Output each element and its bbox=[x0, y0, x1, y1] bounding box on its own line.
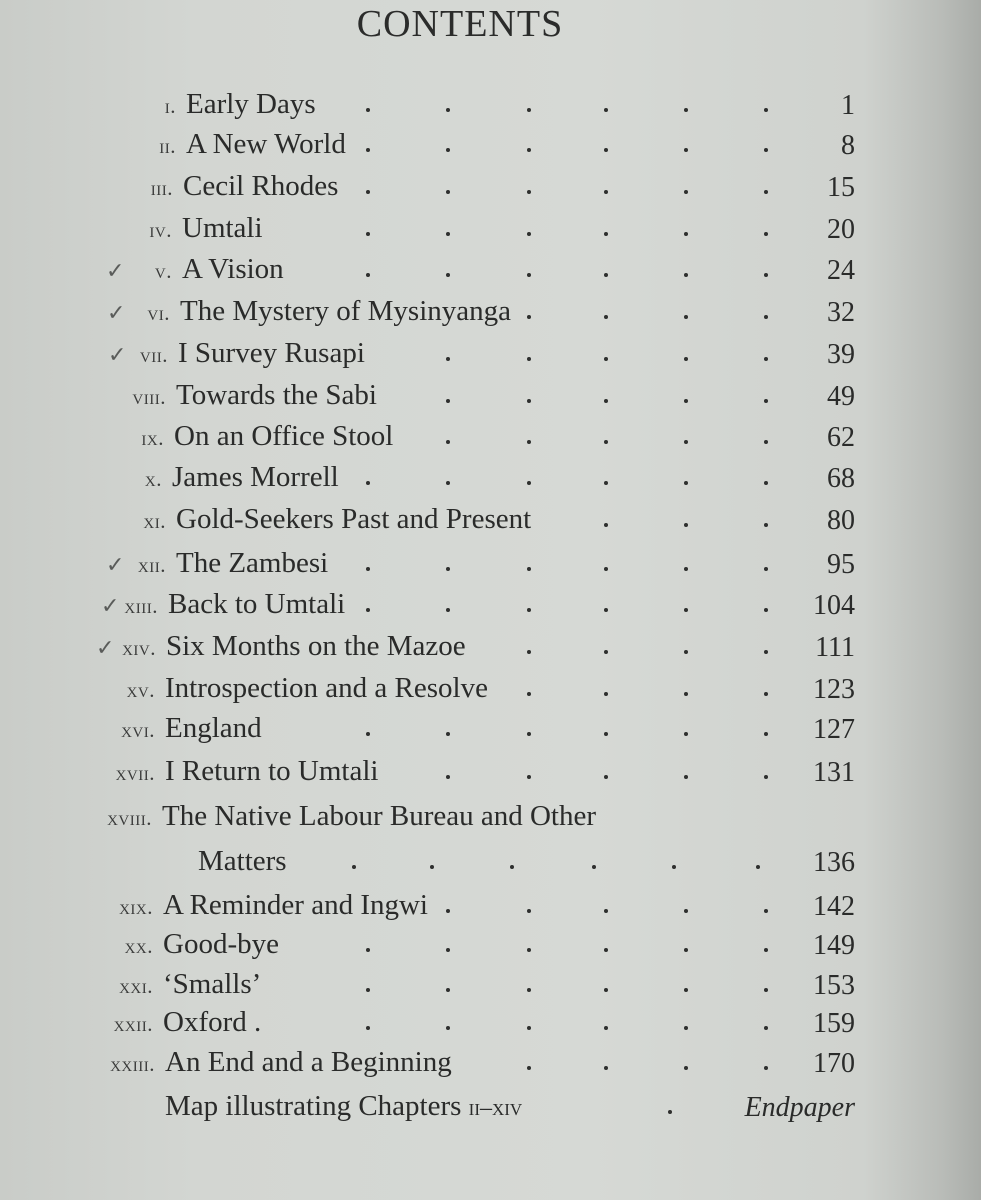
chapter-numeral-wrap bbox=[0, 934, 153, 968]
leader-dot bbox=[604, 909, 608, 913]
page-number: 111 bbox=[815, 632, 855, 663]
leader-dot bbox=[684, 232, 688, 236]
chapter-numeral: xix. bbox=[119, 895, 153, 919]
leader-dot bbox=[366, 948, 370, 952]
leader-dot bbox=[684, 988, 688, 992]
leader-dot bbox=[764, 567, 768, 571]
chapter-numeral: xxii. bbox=[113, 1012, 153, 1036]
toc-entry[interactable] bbox=[0, 712, 981, 752]
leader-dot bbox=[604, 440, 608, 444]
leader-dot bbox=[764, 732, 768, 736]
leader-dot bbox=[604, 692, 608, 696]
page-number: 131 bbox=[813, 757, 855, 788]
leader-dot bbox=[446, 440, 450, 444]
leader-dot bbox=[446, 775, 450, 779]
chapter-numeral-wrap bbox=[0, 678, 155, 712]
leader-dot bbox=[510, 865, 514, 869]
page-number: 39 bbox=[827, 339, 855, 370]
leader-dot bbox=[446, 608, 450, 612]
leader-dot bbox=[527, 440, 531, 444]
leader-dot bbox=[527, 232, 531, 236]
page-number: 49 bbox=[827, 381, 855, 412]
page-number: 1 bbox=[841, 90, 855, 121]
page-number: 142 bbox=[813, 891, 855, 922]
leader-dot bbox=[366, 567, 370, 571]
leader-dot bbox=[604, 108, 608, 112]
leader-dot bbox=[366, 732, 370, 736]
chapter-numeral: vii. bbox=[139, 343, 168, 367]
toc-entry-continuation[interactable] bbox=[0, 845, 981, 885]
leader-dot bbox=[764, 1066, 768, 1070]
leader-dot bbox=[668, 1110, 672, 1114]
chapter-numeral-wrap bbox=[0, 385, 166, 419]
chapter-title[interactable]: I Survey Rusapi bbox=[178, 337, 365, 369]
chapter-numeral-wrap bbox=[0, 553, 166, 587]
leader-dot bbox=[764, 909, 768, 913]
leader-dot bbox=[446, 399, 450, 403]
toc-entry[interactable] bbox=[0, 88, 981, 128]
leader-dot bbox=[527, 1066, 531, 1070]
chapter-numeral-wrap bbox=[0, 1012, 153, 1046]
leader-dot bbox=[684, 1026, 688, 1030]
leader-dot bbox=[684, 399, 688, 403]
leader-dot bbox=[527, 357, 531, 361]
leader-dot bbox=[527, 775, 531, 779]
leader-dot bbox=[430, 865, 434, 869]
page-title: CONTENTS bbox=[356, 3, 564, 45]
chapter-numeral: xvii. bbox=[115, 761, 155, 785]
leader-dot bbox=[764, 440, 768, 444]
leader-dot bbox=[527, 732, 531, 736]
chapter-numeral: iv. bbox=[149, 218, 172, 242]
chapter-title[interactable]: The Zambesi bbox=[176, 547, 329, 579]
chapter-numeral: xiii. bbox=[124, 594, 158, 618]
leader-dot bbox=[684, 357, 688, 361]
leader-dot bbox=[764, 315, 768, 319]
chapter-numeral: xv. bbox=[126, 678, 155, 702]
leader-dot bbox=[446, 232, 450, 236]
leader-dot bbox=[592, 865, 596, 869]
chapter-numeral-wrap bbox=[0, 426, 164, 460]
chapter-numeral: xxi. bbox=[119, 974, 153, 998]
leader-dot bbox=[764, 1026, 768, 1030]
leader-dot bbox=[604, 608, 608, 612]
leader-dot bbox=[764, 948, 768, 952]
map-entry-label: Map illustrating Chapters bbox=[165, 1090, 469, 1122]
leader-dot bbox=[446, 567, 450, 571]
chapter-title[interactable]: A Vision bbox=[182, 253, 284, 285]
leader-dot bbox=[764, 273, 768, 277]
leader-dot bbox=[527, 608, 531, 612]
leader-dot bbox=[764, 523, 768, 527]
leader-dot bbox=[764, 357, 768, 361]
leader-dot bbox=[764, 148, 768, 152]
pencil-check-icon: ✓ bbox=[106, 259, 125, 284]
chapter-numeral: viii. bbox=[132, 385, 166, 409]
toc-entry[interactable] bbox=[0, 755, 981, 795]
chapter-numeral-wrap bbox=[0, 1052, 155, 1086]
pencil-check-icon: ✓ bbox=[108, 343, 127, 368]
page-number: 149 bbox=[813, 930, 855, 961]
chapter-numeral: xii. bbox=[137, 553, 166, 577]
leader-dot bbox=[684, 148, 688, 152]
leader-dot bbox=[684, 732, 688, 736]
page-number: 95 bbox=[827, 549, 855, 580]
toc-entry[interactable] bbox=[0, 170, 981, 210]
toc-entry[interactable] bbox=[0, 128, 981, 168]
chapter-numeral-wrap bbox=[0, 761, 155, 795]
page-number: 127 bbox=[813, 714, 855, 745]
leader-dot bbox=[756, 865, 760, 869]
leader-dot bbox=[684, 108, 688, 112]
chapter-numeral-wrap bbox=[0, 176, 173, 210]
toc-entry[interactable] bbox=[0, 212, 981, 252]
page-number: 159 bbox=[813, 1008, 855, 1039]
leader-dot bbox=[684, 523, 688, 527]
chapter-title[interactable]: The Mystery of Mysinyanga bbox=[180, 295, 512, 327]
leader-dot bbox=[527, 567, 531, 571]
leader-dot bbox=[672, 865, 676, 869]
leader-dot bbox=[604, 399, 608, 403]
leader-dot bbox=[764, 190, 768, 194]
leader-dot bbox=[527, 1026, 531, 1030]
leader-dot bbox=[604, 523, 608, 527]
chapter-title[interactable]: I Return to Umtali bbox=[165, 755, 379, 787]
leader-dot bbox=[527, 315, 531, 319]
leader-dot bbox=[527, 108, 531, 112]
chapter-numeral-wrap bbox=[0, 594, 158, 628]
leader-dot bbox=[604, 481, 608, 485]
chapter-numeral-wrap bbox=[0, 301, 170, 335]
leader-dot bbox=[366, 481, 370, 485]
chapter-numeral: xviii. bbox=[107, 806, 152, 830]
chapter-title[interactable]: Umtali bbox=[182, 212, 263, 244]
leader-dot bbox=[527, 988, 531, 992]
page-number: 8 bbox=[841, 130, 855, 161]
leader-dot bbox=[604, 567, 608, 571]
chapter-title[interactable]: A New World bbox=[186, 128, 346, 160]
chapter-title[interactable]: A Reminder and Ingwi bbox=[163, 889, 428, 921]
leader-dot bbox=[446, 1026, 450, 1030]
toc-entry[interactable] bbox=[0, 630, 981, 670]
chapter-numeral-wrap bbox=[0, 343, 168, 377]
chapter-title[interactable]: Cecil Rhodes bbox=[183, 170, 339, 202]
leader-dot bbox=[366, 190, 370, 194]
leader-dot bbox=[366, 232, 370, 236]
page-number: 68 bbox=[827, 463, 855, 494]
leader-dot bbox=[764, 988, 768, 992]
leader-dot bbox=[684, 1066, 688, 1070]
leader-dot bbox=[527, 190, 531, 194]
leader-dot bbox=[684, 948, 688, 952]
leader-dot bbox=[684, 650, 688, 654]
leader-dot bbox=[764, 608, 768, 612]
chapter-numeral-wrap bbox=[0, 467, 162, 501]
chapter-numeral: xvi. bbox=[121, 718, 155, 742]
leader-dot bbox=[684, 909, 688, 913]
leader-dot bbox=[604, 315, 608, 319]
toc-entry[interactable] bbox=[0, 1006, 981, 1046]
chapter-title[interactable]: On an Office Stool bbox=[174, 420, 394, 452]
page-number: 123 bbox=[813, 674, 855, 705]
chapter-title-continuation[interactable]: Matters bbox=[198, 845, 287, 877]
chapter-numeral: x. bbox=[144, 467, 162, 491]
leader-dot bbox=[366, 273, 370, 277]
leader-dot bbox=[764, 232, 768, 236]
pencil-check-icon: ✓ bbox=[101, 594, 120, 619]
toc-entry[interactable] bbox=[0, 928, 981, 968]
leader-dot bbox=[604, 948, 608, 952]
chapter-numeral: i. bbox=[164, 94, 176, 118]
page-number: 24 bbox=[827, 255, 855, 286]
toc-entry[interactable] bbox=[0, 889, 981, 929]
leader-dot bbox=[446, 948, 450, 952]
leader-dot bbox=[366, 608, 370, 612]
leader-dot bbox=[604, 1066, 608, 1070]
page-number: 15 bbox=[827, 172, 855, 203]
leader-dot bbox=[604, 190, 608, 194]
chapter-numeral-wrap bbox=[0, 94, 176, 128]
chapter-numeral-wrap bbox=[0, 509, 166, 543]
page-number: 170 bbox=[813, 1048, 855, 1079]
chapter-title[interactable]: Early Days bbox=[186, 88, 316, 120]
toc-entry[interactable] bbox=[0, 420, 981, 460]
leader-dot bbox=[684, 440, 688, 444]
toc-entry[interactable] bbox=[0, 503, 981, 543]
chapter-title[interactable]: Good-bye bbox=[163, 928, 279, 960]
leader-dot bbox=[604, 148, 608, 152]
leader-dot bbox=[446, 108, 450, 112]
pencil-check-icon: ✓ bbox=[107, 301, 126, 326]
chapter-numeral-wrap bbox=[0, 974, 153, 1008]
toc-entry[interactable] bbox=[0, 672, 981, 712]
leader-dot bbox=[604, 1026, 608, 1030]
leader-dot bbox=[527, 650, 531, 654]
chapter-title[interactable]: The Native Labour Bureau and Other bbox=[162, 800, 597, 832]
pencil-check-icon: ✓ bbox=[106, 553, 125, 578]
chapter-numeral-wrap bbox=[0, 895, 153, 929]
chapter-title[interactable]: Six Months on the Mazoe bbox=[166, 630, 466, 662]
chapter-numeral: iii. bbox=[150, 176, 173, 200]
leader-dot bbox=[604, 775, 608, 779]
chapter-title[interactable]: Oxford . bbox=[163, 1006, 262, 1038]
map-page-reference: Endpaper bbox=[744, 1092, 855, 1123]
chapter-numeral: xi. bbox=[143, 509, 166, 533]
chapter-numeral-wrap bbox=[0, 218, 172, 252]
leader-dot bbox=[446, 481, 450, 485]
chapter-title[interactable]: England bbox=[165, 712, 262, 744]
leader-dot bbox=[684, 692, 688, 696]
page-number: 104 bbox=[813, 590, 855, 621]
chapter-numeral-wrap bbox=[0, 134, 176, 168]
leader-dot bbox=[446, 909, 450, 913]
leader-dot bbox=[352, 865, 356, 869]
leader-dot bbox=[527, 692, 531, 696]
chapter-numeral: xxiii. bbox=[110, 1052, 155, 1076]
chapter-numeral-wrap bbox=[0, 259, 172, 293]
page-number: 32 bbox=[827, 297, 855, 328]
toc-entry[interactable] bbox=[0, 295, 981, 335]
map-chapter-range: ii–xiv bbox=[468, 1095, 523, 1121]
toc-entry[interactable] bbox=[0, 379, 981, 419]
chapter-numeral: vi. bbox=[147, 301, 170, 325]
leader-dot bbox=[684, 481, 688, 485]
page-number: 62 bbox=[827, 422, 855, 453]
toc-entry[interactable] bbox=[0, 968, 981, 1008]
toc-entry[interactable] bbox=[0, 461, 981, 501]
chapter-title[interactable]: Gold-Seekers Past and Present bbox=[176, 503, 532, 535]
leader-dot bbox=[527, 273, 531, 277]
page-number: 80 bbox=[827, 505, 855, 536]
leader-dot bbox=[366, 108, 370, 112]
leader-dot bbox=[764, 775, 768, 779]
leader-dot bbox=[764, 399, 768, 403]
leader-dot bbox=[764, 108, 768, 112]
toc-entry[interactable] bbox=[0, 547, 981, 587]
chapter-numeral-wrap bbox=[0, 718, 155, 752]
leader-dot bbox=[604, 232, 608, 236]
leader-dot bbox=[527, 399, 531, 403]
chapter-title[interactable]: Towards the Sabi bbox=[176, 379, 377, 411]
leader-dot bbox=[764, 650, 768, 654]
chapter-numeral: ix. bbox=[141, 426, 164, 450]
map-entry-title[interactable] bbox=[165, 1090, 522, 1123]
chapter-numeral-wrap bbox=[0, 636, 156, 670]
toc-entry[interactable] bbox=[0, 337, 981, 377]
pencil-check-icon: ✓ bbox=[96, 636, 115, 661]
leader-dot bbox=[604, 357, 608, 361]
leader-dot bbox=[604, 273, 608, 277]
chapter-title[interactable]: An End and a Beginning bbox=[165, 1046, 452, 1078]
toc-entry[interactable] bbox=[0, 1046, 981, 1086]
leader-dot bbox=[527, 909, 531, 913]
chapter-numeral: xx. bbox=[124, 934, 153, 958]
leader-dot bbox=[684, 315, 688, 319]
leader-dot bbox=[446, 273, 450, 277]
toc-entry[interactable] bbox=[0, 588, 981, 628]
leader-dot bbox=[366, 1026, 370, 1030]
chapter-numeral-wrap bbox=[0, 806, 152, 840]
leader-dot bbox=[764, 692, 768, 696]
chapter-title[interactable]: James Morrell bbox=[172, 461, 339, 493]
leader-dot bbox=[604, 732, 608, 736]
leader-dot bbox=[684, 567, 688, 571]
leader-dot bbox=[446, 357, 450, 361]
leader-dot bbox=[527, 481, 531, 485]
chapter-title[interactable]: Introspection and a Resolve bbox=[165, 672, 488, 704]
toc-entry[interactable] bbox=[0, 800, 981, 840]
leader-dot bbox=[527, 948, 531, 952]
leader-dot bbox=[684, 273, 688, 277]
leader-dot bbox=[684, 190, 688, 194]
leader-dot bbox=[527, 148, 531, 152]
page-number: 20 bbox=[827, 214, 855, 245]
leader-dot bbox=[446, 988, 450, 992]
map-entry[interactable] bbox=[0, 1090, 981, 1130]
leader-dot bbox=[604, 650, 608, 654]
leader-dot bbox=[446, 732, 450, 736]
leader-dot bbox=[366, 988, 370, 992]
leader-dot bbox=[604, 988, 608, 992]
page-number: 153 bbox=[813, 970, 855, 1001]
leader-dot bbox=[446, 148, 450, 152]
chapter-numeral: v. bbox=[154, 259, 172, 283]
leader-dot bbox=[764, 481, 768, 485]
chapter-title[interactable]: Back to Umtali bbox=[168, 588, 346, 620]
leader-dot bbox=[684, 608, 688, 612]
chapter-numeral: ii. bbox=[159, 134, 176, 158]
leader-dot bbox=[446, 190, 450, 194]
leader-dot bbox=[684, 775, 688, 779]
toc-entry[interactable] bbox=[0, 253, 981, 293]
leader-dot bbox=[366, 148, 370, 152]
chapter-numeral: xiv. bbox=[122, 636, 156, 660]
chapter-title[interactable]: ‘Smalls’ bbox=[163, 968, 262, 1000]
page-number: 136 bbox=[813, 847, 855, 878]
